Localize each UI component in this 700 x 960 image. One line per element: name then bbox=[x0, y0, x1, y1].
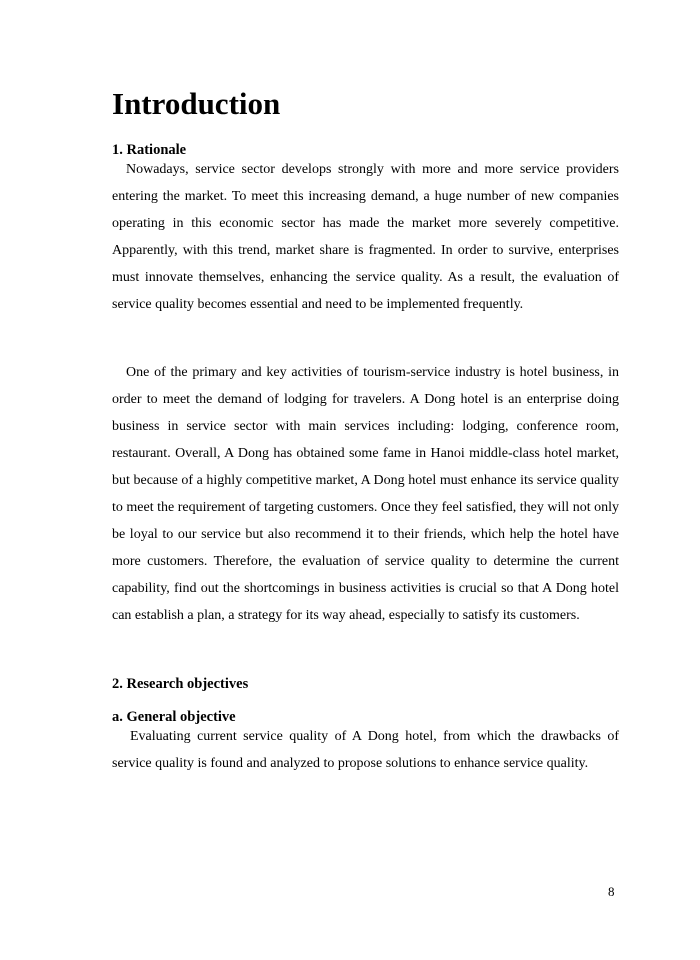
page-title: Introduction bbox=[112, 86, 281, 121]
heading-general-objective: a. General objective bbox=[112, 709, 236, 725]
paragraph-rationale-1: Nowadays, service sector develops strongly with more and more service providers entering the market. To meet this increasing demand, a huge number of new companies operating in this economic sector has made the market more severely competitive. Apparently, with this trend, market share is fragmented. In order to survive, enterprises must innovate themselves, enhancing the service quality. As a result, the evaluation of service quality becomes essential and need to be implemented frequently. bbox=[112, 162, 619, 312]
paragraph-general-objective: Evaluating current service quality of A Dong hotel, from which the drawbacks of service quality is found and analyzed to propose solutions to enhance service quality. bbox=[112, 729, 619, 771]
heading-research-objectives: 2. Research objectives bbox=[112, 676, 249, 692]
heading-rationale: 1. Rationale bbox=[112, 142, 187, 158]
paragraph-rationale-2: One of the primary and key activities of tourism-service industry is hotel business, in order to meet the demand of lodging for travelers. A Dong hotel is an enterprise doing business in service sector with main services including: lodging, conference room, restaurant. Overall, A Dong has obtained some fame in Hanoi middle-class hotel market, but because of a highly competitive market, A Dong hotel must enhance its service quality to meet the requirement of targeting customers. Once they feel satisfied, they will not only be loyal to our service but also recommend it to their friends, which help the hotel have more customers. Therefore, the evaluation of service quality to determine the current capability, find out the shortcomings in business activities is crucial so that A Dong hotel can establish a plan, a strategy for its way ahead, especially to satisfy its customers. bbox=[112, 365, 619, 623]
page-number: 8 bbox=[608, 884, 615, 899]
